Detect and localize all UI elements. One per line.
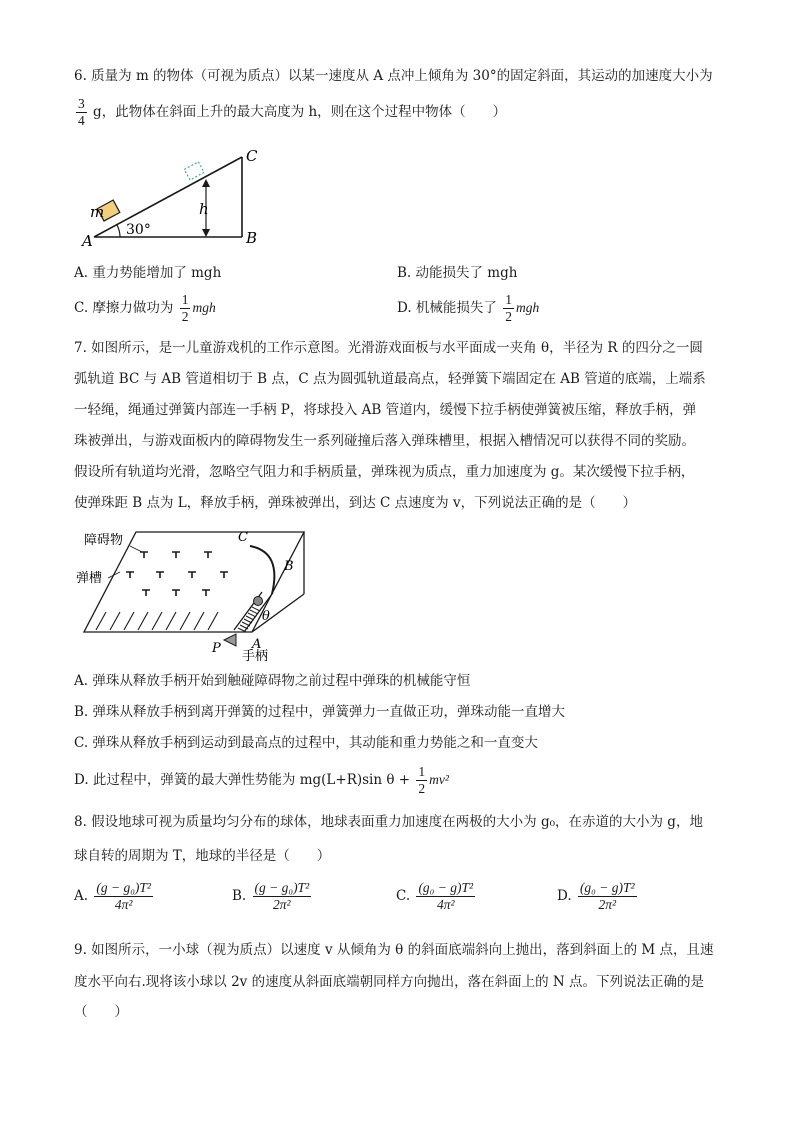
obstacles xyxy=(126,552,228,596)
q8-option-d xyxy=(557,880,639,913)
q8-option-d-num: (g₀ − g)T² xyxy=(579,880,635,895)
label-C7: C xyxy=(238,530,248,545)
q6-option-d xyxy=(397,292,539,325)
incline-slope xyxy=(94,157,242,237)
q8-option-c-den: 4π² xyxy=(436,897,455,912)
q8-option-c xyxy=(396,880,477,913)
q7-line4: 珠被弹出，与游戏面板内的障碍物发生一系列碰撞后落入弹珠槽里，根据入槽情况可以获得不同的奖励。 xyxy=(74,433,695,449)
q7-pinball-figure xyxy=(76,524,316,664)
label-B: B xyxy=(246,229,258,247)
q7-line6: 使弹珠距 B 点为 L，释放手柄，弹珠被弹出，到达 C 点速度为 v，下列说法正确的是（ ） xyxy=(74,495,637,511)
slot-hatch xyxy=(96,612,218,630)
q6-option-c-post: mgh xyxy=(192,300,216,315)
q6-option-d-den: 2 xyxy=(505,309,512,324)
q7-line2: 弧轨道 BC 与 AB 管道相切于 B 点，C 点为圆弧轨道最高点，轻弹簧下端固定在 AB 管道的底端，上端系 xyxy=(74,371,706,387)
q6-option-b: B. 动能损失了 mgh xyxy=(397,265,518,281)
q6-option-c-pre: C. 摩擦力做功为 xyxy=(74,300,174,316)
label-h: h xyxy=(199,200,209,218)
q8-option-b-frac xyxy=(253,880,312,913)
q6-line2 xyxy=(74,96,506,129)
q6-option-a: A. 重力势能增加了 mgh xyxy=(74,265,222,281)
arrow-down-icon xyxy=(202,229,210,237)
label-angle: 30° xyxy=(126,222,151,238)
q6-option-d-post: mgh xyxy=(515,300,540,315)
q6-incline-figure xyxy=(80,145,270,250)
q6-option-d-pre: D. 机械能损失了 xyxy=(397,300,497,316)
q7-option-d-den: 2 xyxy=(418,781,426,796)
q8-option-a-den: 4π² xyxy=(114,897,133,912)
q7-option-a: A. 弹珠从释放手柄开始到触碰障碍物之前过程中弹珠的机械能守恒 xyxy=(74,673,471,689)
q7-option-b: B. 弹珠从释放手柄到离开弹簧的过程中，弹簧弹力一直做正功，弹珠动能一直增大 xyxy=(74,704,566,720)
q7-option-c: C. 弹珠从释放手柄到运动到最高点的过程中，其动能和重力势能之和一直变大 xyxy=(74,735,538,751)
q8-option-b-num: (g − g₀)T² xyxy=(254,880,310,895)
arc-track xyxy=(250,546,274,594)
arrow-up-icon xyxy=(202,179,210,187)
label-handle: 手柄 xyxy=(242,649,269,664)
label-B7: B xyxy=(284,559,294,574)
label-slot: 弹槽 xyxy=(76,571,103,586)
q8-line1: 8. 假设地球可视为质量均匀分布的球体，地球表面重力加速度在两极的大小为 g₀，在赤道的大小为 g，地 xyxy=(74,814,703,830)
q6-line2-text: g，此物体在斜面上升的最大高度为 h，则在这个过程中物体（ ） xyxy=(93,104,507,120)
q6-line1: 6. 质量为 m 的物体（可视为质点）以某一速度从 A 点冲上倾角为 30°的固定斜面，其运动的加速度大小为 xyxy=(74,68,713,84)
q6-option-d-num: 1 xyxy=(505,292,512,307)
q6-option-c-num: 1 xyxy=(181,292,189,307)
label-theta: θ xyxy=(262,609,270,624)
q6-frac-num: 3 xyxy=(78,96,85,111)
q7-line3: 一轻绳，绳通过弹簧内部连一手柄 P，将球投入 AB 管道内，缓慢下拉手柄使弹簧被压缩，释放手柄，弹 xyxy=(74,402,697,418)
q7-option-d-num: 1 xyxy=(418,764,426,779)
q6-option-c xyxy=(74,292,216,325)
q6-option-d-frac xyxy=(503,292,514,325)
q8-option-a-num: (g − g₀)T² xyxy=(96,880,151,895)
q8-option-a-label: A. xyxy=(74,888,89,904)
q6-option-c-den: 2 xyxy=(181,309,189,324)
q8-option-c-frac xyxy=(416,880,475,913)
q7-option-d-frac xyxy=(416,764,427,797)
label-obstacle: 障碍物 xyxy=(84,533,124,548)
q7-line1: 7. 如图所示，是一儿童游戏机的工作示意图。光滑游戏面板与水平面成一夹角 θ，半径为 R 的四分之一圆 xyxy=(74,340,703,356)
q7-option-d-post: mv² xyxy=(429,772,449,787)
q8-option-b-label: B. xyxy=(232,888,247,904)
q6-fraction xyxy=(76,96,87,129)
q6-option-c-frac xyxy=(180,292,191,325)
q8-option-d-label: D. xyxy=(557,888,572,904)
angle-arc xyxy=(117,225,120,237)
label-A: A xyxy=(82,232,93,250)
q9-line2: 度水平向右.现将该小球以 2v 的速度从斜面底端朝同样方向抛出，落在斜面上的 N 点。下列说法正确的是 xyxy=(74,974,704,990)
label-P: P xyxy=(212,641,221,656)
q7-option-d xyxy=(74,764,449,797)
obstacle-leader xyxy=(130,546,142,552)
q6-frac-den: 4 xyxy=(78,113,85,128)
dashed-block xyxy=(184,162,204,180)
q8-option-a-frac xyxy=(94,880,153,913)
pinball-ball xyxy=(254,597,263,606)
q8-option-d-frac xyxy=(578,880,637,913)
q7-line5: 假设所有轨道均光滑，忽略空气阻力和手柄质量，弹珠视为质点，重力加速度为 g。某次缓慢下拉手柄， xyxy=(74,464,695,480)
q8-option-b xyxy=(232,880,313,913)
label-m: m xyxy=(90,203,105,221)
q8-option-c-label: C. xyxy=(396,888,411,904)
q9-line1: 9. 如图所示，一小球（视为质点）以速度 v 从倾角为 θ 的斜面底端斜向上抛出，落到斜面上的 M 点，且速 xyxy=(74,942,714,958)
label-C: C xyxy=(246,147,258,165)
q8-option-d-den: 2π² xyxy=(598,897,617,912)
handle-icon xyxy=(224,634,236,646)
q9-line3: （ ） xyxy=(74,1004,128,1020)
q8-option-b-den: 2π² xyxy=(273,897,291,912)
label-A7: A xyxy=(252,637,262,652)
q8-option-a xyxy=(74,880,155,913)
q8-line2: 球自转的周期为 T，地球的半径是（ ） xyxy=(74,848,331,864)
q8-option-c-num: (g₀ − g)T² xyxy=(418,880,474,895)
q7-option-d-pre: D. 此过程中，弹簧的最大弹性势能为 mg(L+R)sin θ + xyxy=(74,772,411,788)
